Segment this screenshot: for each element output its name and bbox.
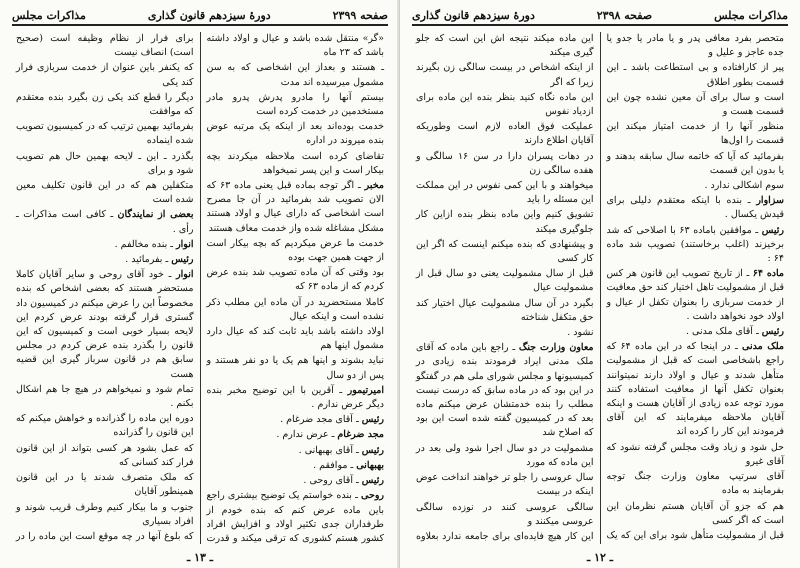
paragraph-text: ـ بنده مخالفم . xyxy=(114,238,177,250)
paragraph-text: که یکنفر باین عنوان از خدمت سربازی فرار کند یکی xyxy=(16,62,194,88)
left-page-right-col-paragraph xyxy=(207,61,385,89)
paragraph-text: سال عروسی را جلو تر خواهند انداخت عوض اینکه در بیست xyxy=(416,472,594,498)
paragraph-text: خدمت ما عرض میکردیم که بچه بیکار است از جهت همین جهت بوده xyxy=(206,237,384,264)
paragraph-text: برای فرار از نظام وظیفه است (صحیح است) انصاف نیست xyxy=(16,33,194,59)
left-page-left-col-paragraph xyxy=(16,120,194,148)
left-page-right-col-paragraph xyxy=(207,489,385,544)
left-page-left-col-paragraph xyxy=(16,253,194,267)
paragraph-text: سالگی عروسی کنند در نوزده سالگی عروسی میکنند و xyxy=(416,501,594,527)
paragraph-text: ـ آقای ملک مدنی . xyxy=(685,326,762,338)
paragraph-text: و پیشنهادی که بنده میکنم اینست که اگر این کار کسی xyxy=(416,238,594,265)
paragraph-text: ـ آقای روحی . xyxy=(303,475,362,487)
right-page-left-col-paragraph xyxy=(416,341,594,440)
paragraph-text: نباید بشوند و اینها هم یک یا دو نفر هستند و پس از دو سال xyxy=(206,355,384,381)
paragraph-text: بفرمائید بهمین ترتیب که در کمیسیون تصویب شده اینماده xyxy=(16,121,194,147)
right-page-left-col-paragraph xyxy=(416,326,594,340)
right-header-series: دورهٔ سیزدهم قانون گذاری xyxy=(412,9,535,22)
left-page-right-col-paragraph xyxy=(207,459,385,473)
paragraph-text: نشود . xyxy=(567,327,594,339)
speaker-name: رئیس xyxy=(361,475,384,487)
left-page-right-col-paragraph xyxy=(207,296,385,324)
speaker-name: رئیس xyxy=(761,326,784,338)
right-page-header xyxy=(412,4,788,26)
left-page-header xyxy=(12,4,388,26)
left-page-right-col-paragraph xyxy=(207,150,385,178)
left-page-left-col-paragraph xyxy=(16,150,194,178)
left-page-left-col-paragraph xyxy=(16,442,194,470)
paragraph-text: ـ موافقم . xyxy=(313,459,357,471)
right-header-page-label: صفحه ۲۳۹۸ xyxy=(596,9,653,22)
right-page xyxy=(400,0,800,568)
speaker-name: روحی xyxy=(361,490,384,502)
paragraph-text: است و سال برای آن معین نشده چون این قسمت هست و xyxy=(606,91,784,118)
right-page-left-col-paragraph xyxy=(416,267,594,295)
left-page-right-col-paragraph xyxy=(207,32,385,60)
paragraph-text: بفرمائید که آیا که خاتمه سال سابقه بدهند و یا بدون این قسمت xyxy=(606,150,784,176)
left-header-series: دورهٔ سیزدهم قانون گذاری xyxy=(147,9,271,22)
left-page-right-col-paragraph xyxy=(207,266,385,294)
paragraph-text: ـ بفرمائید . xyxy=(125,254,172,266)
left-page-right-col-paragraph xyxy=(207,413,385,427)
paragraph-text: ـ آقای مجد ضرغام . xyxy=(280,414,362,426)
right-page-right-col-paragraph xyxy=(607,267,785,324)
paragraph-text: ـ آقرین با این توضیح مخبر بنده دیگر عرض ندارم . xyxy=(206,384,384,411)
speaker-name: ماده ۶۴ xyxy=(752,268,785,280)
speaker-name: انوار xyxy=(176,238,194,250)
paragraph-text: تشویق کنیم واین ماده بنظر بنده ازاین کار جلوگیری میکند xyxy=(416,209,594,235)
right-page-left-col-paragraph xyxy=(416,208,594,236)
paragraph-text: پیر از کارافتاده و بی استطاعت باشد ـ این قسمت بطور اطلاق xyxy=(606,62,784,88)
paragraph-text: جنوب و ما بیکار کنیم وطرف قریب شوند و افراد بسیاری xyxy=(16,501,194,527)
speaker-name: مخبر xyxy=(364,180,384,192)
paragraph-text: قبل از مشمولیت متأهل شود برای این که یک xyxy=(606,529,784,541)
right-page-left-col-paragraph xyxy=(416,61,594,89)
left-page-left-col-paragraph xyxy=(16,501,194,529)
paragraph-text: قبل از سال مشمولیت یعنی دو سال قبل از مشمولیت عیال xyxy=(416,268,594,294)
paragraph-text: این کار هیچ فایده‌ای برای جامعه ندارد بعلاوه xyxy=(416,530,594,542)
left-page-right-col-paragraph xyxy=(207,237,385,265)
paragraph-text: بیستم آنها را مادرو پدرش پدرو مادر مستخدمین در خدمت کرده است xyxy=(206,91,384,118)
left-page-left-col-paragraph xyxy=(16,61,194,89)
left-page-left-col-paragraph xyxy=(16,412,194,440)
right-page-left-col-paragraph xyxy=(416,530,594,544)
paragraph-text: متحصر بفرد معافی پدر و یا مادر یا جدو یا جده عاجز و علیل و xyxy=(606,33,784,59)
paragraph-text: که ملک متصرف شدند یا در این قانون همینطور آقایان xyxy=(16,472,194,498)
paragraph-text: ـ از تاریخ تصویب این قانون هر کس قبل از مشمولیت تاهل اختیار کند حق معافیت از خدمت سربازی را بعنوان تکفل از عیال و اولاد خود نخواهد داشت . xyxy=(606,268,784,322)
left-page-right-col-paragraph xyxy=(207,120,385,148)
speaker-name: رئیس xyxy=(361,444,384,456)
paragraph-text: منظور آنها را از خدمت امتیاز میکند این قسمت را اول‌ها xyxy=(606,121,784,147)
right-page-right-col-paragraph xyxy=(607,61,785,89)
speaker-name: انوار xyxy=(176,269,194,281)
left-page-column-right xyxy=(200,32,391,544)
right-header-title: مذاکرات مجلس xyxy=(714,9,788,22)
paragraph-text: بگذرد ـ این ـ لایحه بهمین حال هم تصویب شود و برای xyxy=(16,150,194,176)
right-page-left-col-paragraph xyxy=(416,238,594,266)
speaker-name: امیرتیمور xyxy=(347,384,384,396)
paragraph-text: حل شود و زیاد وقت مجلس گرفته نشود که آقای غیرو xyxy=(606,441,784,467)
left-page-right-col-paragraph xyxy=(207,354,385,382)
right-page-left-col-paragraph xyxy=(416,150,594,178)
left-page-column-left xyxy=(10,32,200,544)
paragraph-text: سوم اشکالی ندارد . xyxy=(704,180,784,192)
right-page-number: ـ ۱۲ ـ xyxy=(587,551,613,564)
right-page-right-col-paragraph xyxy=(607,441,785,469)
left-page-left-col-paragraph xyxy=(16,530,194,544)
paragraph-text: کاملا مستحضرید در آن ماده این مطلب ذکر نشده است و اینکه عیال xyxy=(206,296,384,322)
right-page-right-col-paragraph xyxy=(607,500,785,528)
left-page-left-col-paragraph xyxy=(16,383,194,411)
paragraph-text: میخواهند و با این کمی نفوس در این مملکت این مسئله را باید xyxy=(416,180,594,206)
right-page-left-col-paragraph xyxy=(416,501,594,529)
right-page-right-col-paragraph xyxy=(607,32,785,60)
right-page-left-col-paragraph xyxy=(416,297,594,325)
left-page-right-col-paragraph xyxy=(207,179,385,236)
right-page-right-col-paragraph xyxy=(607,91,785,119)
paragraph-text: بگیرد در آن سال مشمولیت عیال اختیار کند حق متکفل شناخته xyxy=(416,297,594,323)
paragraph-text: ـ هستند و بعداز این اشخاصی که به سن مشمول میرسیده اند مدت xyxy=(206,62,384,88)
left-page-left-col-paragraph xyxy=(16,179,194,207)
right-page-right-col-paragraph xyxy=(607,194,785,222)
paragraph-text: در دهات پسران دارا در سن ۱۶ سالگی و هفده سالگی زن xyxy=(416,150,594,176)
paragraph-text: متکفلین هم که در این قانون تکلیف معین شده است xyxy=(16,180,194,206)
paragraph-text: ـ راجع باین ماده که آقای ملک مدنی ایراد فرمودند بنده زیادی در کمیسیونها و مجلس شورای ملی هم در گفتگو در این بود که در ماده سابق که درست نیست مطلب را بنده خدمتشان عرض میکنم ماده بعد که در کمیسیون گفته شده است این بود که اصلاح شد xyxy=(416,342,594,439)
paragraph-text: هم که جزو آن آقایان هستم نظرمان این است که اگر کسی xyxy=(606,500,784,526)
paragraph-text: خدمت بوده‌اند بعد از اینکه یک مرتبه عوض بنده میروند در اداره xyxy=(206,121,384,147)
right-page-right-col-paragraph xyxy=(607,120,785,148)
left-page-number: ـ ۱۳ ـ xyxy=(187,551,213,564)
left-page-left-col-paragraph xyxy=(16,268,194,382)
paragraph-text: که بلوغ آنها در چه موقع است این ماده را در xyxy=(16,530,194,542)
paragraph-text: دیگر را قطع کند یکی زن بگیرد بنده معتقدم که موافقت xyxy=(16,91,194,118)
speaker-name: سزاوار xyxy=(756,195,784,207)
speaker-name: رئیس xyxy=(761,224,784,236)
left-page-left-col-paragraph xyxy=(16,32,194,60)
left-page-columns xyxy=(10,32,390,544)
paragraph-text: ـ بنده با اینکه معتقدم دلیلی برای قیدش یکسال . xyxy=(606,195,784,221)
paragraph-text: ـ موافقین باماده ۶۳ با اصلاحی که شد برخیزند (اغلب برخاستند) تصویب شد ماده ۶۴ : xyxy=(606,224,784,265)
paragraph-text: عملیکت فوق العاده لازم است وطوریکه آقایان اطلاع دارند xyxy=(416,121,594,147)
right-page-left-col-paragraph xyxy=(416,179,594,207)
right-page-right-col-paragraph xyxy=(607,150,785,178)
paragraph-text: این ماده میکند نتیجه اش این است که جلو گیری میکند xyxy=(416,33,594,59)
right-page-column-left xyxy=(410,32,600,544)
left-page-left-col-paragraph xyxy=(16,91,194,119)
paragraph-text: از اینکه اشخاص در بیست سالگی زن بگیرند زیرا که اگر xyxy=(416,62,594,88)
speaker-name: بعضی از نمایندگان xyxy=(117,209,194,221)
paragraph-text: این ماده نگاه کنید بنظر بنده این ماده برای ازدیاد نفوس xyxy=(416,91,594,118)
speaker-name: معاون وزارت جنگ xyxy=(518,342,594,354)
left-page-right-col-paragraph xyxy=(207,384,385,412)
paragraph-text: ـ خود آقای روحی و سایر آقایان کاملا مستحضر هستند که بعضی اشخاص که بنده مخصوصاً این را عرض میکنم در کمیسیون داد گستری قرار گرفته بودند عرض کردم این لایحه بسیار خوبی است و کمیسیون که این قانون را بگذرد بنده عرض کردم در مجلس سابق هم در قانون سرباز گیری این قضیه هست xyxy=(16,269,194,380)
right-page-right-col-paragraph xyxy=(607,529,785,544)
left-page-right-col-paragraph xyxy=(207,474,385,488)
left-page-right-col-paragraph xyxy=(207,444,385,458)
right-page-right-col-paragraph xyxy=(607,224,785,267)
paragraph-text: که عمل بشود هر کسی بتواند از این قانون فرار کند کسانی که xyxy=(16,442,194,468)
right-page-left-col-paragraph xyxy=(416,471,594,499)
right-page-left-col-paragraph xyxy=(416,32,594,60)
paragraph-text: تمام شود و نمیخواهم در هیچ جا هم اشکال بکنم . xyxy=(16,383,194,410)
paragraph-text: مشمولیت در دو سال اجرا شود ولی بعد در این ماده که مورد xyxy=(416,442,594,468)
paragraph-text: آقای سرتیپ معاون وزارت جنگ توجه بفرمایند به ماده xyxy=(606,471,784,497)
speaker-name: ملک مدنی xyxy=(742,341,785,353)
speaker-name: بهبهانی xyxy=(356,459,384,471)
right-page-left-col-paragraph xyxy=(416,91,594,119)
paragraph-text: اولاد داشته باشد باید ثابت کند که عیال دارد مشمول اینها هم xyxy=(206,326,384,352)
right-page-columns xyxy=(410,32,790,544)
left-page-right-col-paragraph xyxy=(207,428,385,442)
left-page-left-col-paragraph xyxy=(16,208,194,236)
left-header-page-label: صفحه ۲۳۹۹ xyxy=(332,9,388,22)
paragraph-text: دوره این ماده را گذرانده و خواهش میکنم که این قانون را گذرانده xyxy=(16,413,194,439)
left-header-title: مذاکرات مجلس xyxy=(12,9,86,22)
right-page-left-col-paragraph xyxy=(416,442,594,470)
left-page-left-col-paragraph xyxy=(16,238,194,252)
speaker-name: رئیس xyxy=(171,254,194,266)
right-page-right-col-paragraph xyxy=(607,325,785,339)
left-page-right-col-paragraph xyxy=(207,91,385,119)
speaker-name: مجد ضرغام xyxy=(337,429,384,441)
paragraph-text: ـ عرض ندارم . xyxy=(276,429,338,441)
paragraph-text: ـ بنده خواستم یک توضیح بیشتری راجع باین ماده عرض کنم که بنده خودم از طرفداران جدی تکثیر اولاد و افزایش افراد کشور هستم کشوری که ترقی میکند و قدرت xyxy=(206,490,384,544)
right-page-left-col-paragraph xyxy=(416,120,594,148)
right-page-right-col-paragraph xyxy=(607,179,785,193)
paragraph-text: ـ کافی است مذاکرات ـ رأی . xyxy=(16,209,194,235)
left-page-right-col-paragraph xyxy=(207,325,385,353)
right-page-column-right xyxy=(600,32,791,544)
paragraph-text: «گر» منتقل شده باشد و عیال و اولاد داشته باشد که ۲۳ ماه xyxy=(206,33,384,59)
right-page-right-col-paragraph xyxy=(607,340,785,439)
paragraph-text: بود وقتی که آن ماده تصویب شد بنده عرض کردم که از ماده ۶۳ که xyxy=(206,267,384,293)
left-page-left-col-paragraph xyxy=(16,471,194,499)
speaker-name: رئیس xyxy=(361,414,384,426)
paragraph-text: ـ در اینجا که در این ماده ۶۴ که راجع باشخاصی است که قبل از مشمولیت متأهل شدند و عیال و اولاد دارند نمیتوانند بعنوان تکفل آنها از معافیت استفاده کنند مورد توجه عده زیادی از آقایان هست و اینکه آقایان ملاحظه میفرمایند که این آقای فرمودند این کار را کرده اند xyxy=(606,341,784,438)
right-page-right-col-paragraph xyxy=(607,470,785,498)
paragraph-text: ـ آقای بهبهانی . xyxy=(298,444,362,456)
paragraph-text: تقاضای کرده است ملاحظه میکردند بچه بیکار است و این پسر نمیخواهد xyxy=(206,150,384,176)
paragraph-text: ـ اگر توجه بماده قبل یعنی ماده ۶۳ که الان تصویب شد بفرمائید در آن جا مصرح است اشخاصی که دارای عیال و اولاد هستند مشکل مشاغله شده واز خدمت معاف هستند xyxy=(206,180,384,234)
